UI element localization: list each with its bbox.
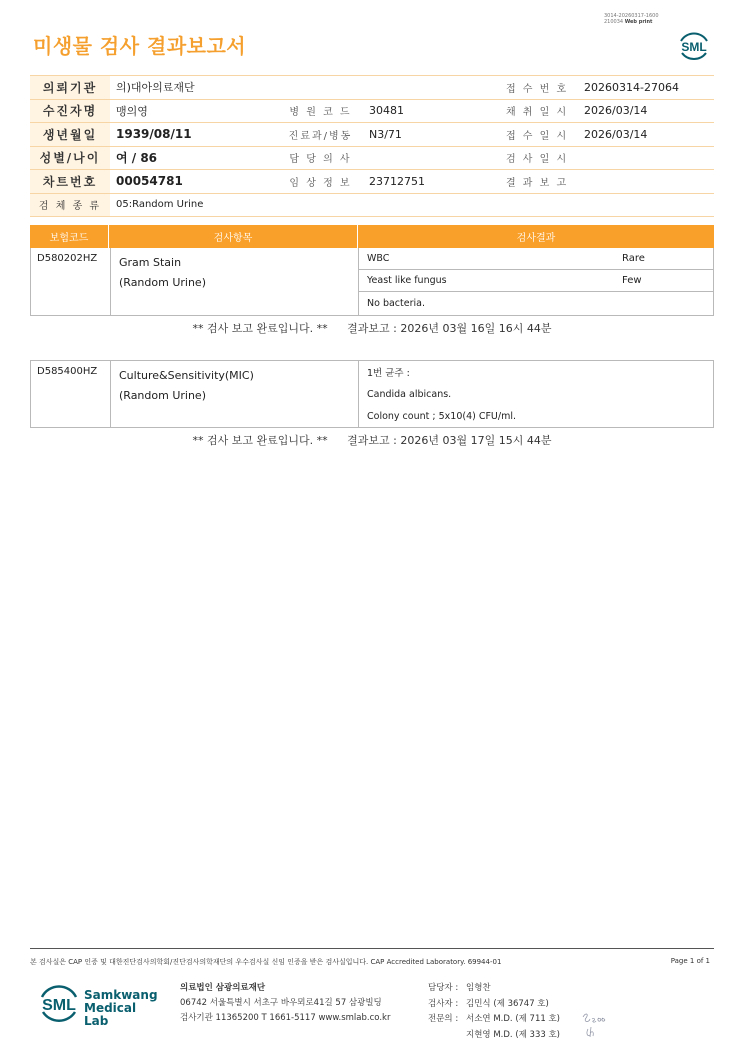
test-item-specimen: (Random Urine)	[119, 389, 206, 402]
value-requester: 의)대아의료재단	[110, 76, 496, 100]
header-test-result: 검사결과	[516, 233, 556, 244]
footer-logo	[34, 982, 158, 1028]
info-row	[30, 123, 714, 147]
page-title: 미생물 검사 결과보고서	[33, 34, 247, 58]
print-id	[604, 13, 659, 25]
header-test-item: 검사항목	[109, 225, 358, 248]
test-item	[111, 361, 359, 427]
value-birth-date: 1939/08/11	[110, 123, 278, 147]
result-label: Yeast like fungus	[367, 275, 447, 286]
report-timestamp: 결과보고 : 2026년 03월 16일 16시 44분	[347, 322, 552, 335]
patient-info-table	[30, 75, 714, 217]
svg-text:SML: SML	[42, 997, 76, 1014]
print-id-line1: 3014-20260317-1600	[604, 13, 659, 19]
info-row	[30, 193, 714, 217]
value-collection-date: 2026/03/14	[578, 99, 714, 123]
value-receipt-date: 2026/03/14	[578, 123, 714, 147]
label-accession-number: 접 수 번 호	[496, 76, 578, 100]
label-physician: 담 당 의 사	[278, 146, 363, 170]
header-insurance-code: 보험코드	[30, 225, 109, 248]
label-test-date: 검 사 일 시	[496, 146, 578, 170]
value-accession-number: 20260314-27064	[578, 76, 714, 100]
insurance-code: D580202HZ	[31, 248, 111, 315]
label-clinical-info: 임 상 정 보	[278, 170, 363, 194]
svg-text:SML: SML	[681, 40, 707, 54]
report-complete-text: ** 검사 보고 완료입니다. **	[192, 434, 328, 447]
brand-name: Samkwang Medical Lab	[84, 988, 158, 1028]
result-row	[359, 292, 713, 314]
result-label: Colony count ; 5x10(4) CFU/ml.	[367, 410, 516, 422]
result-row	[359, 248, 713, 270]
value-sex-age: 여 / 86	[110, 146, 278, 170]
staff-list	[428, 981, 560, 1043]
label-patient-name: 수진자명	[30, 99, 110, 123]
label-requester: 의뢰기관	[30, 76, 110, 100]
insurance-code: D585400HZ	[31, 361, 111, 427]
test-item-name: Gram Stain	[119, 256, 182, 269]
label-birth-date: 생년월일	[30, 123, 110, 147]
page-number: Page 1 of 1	[670, 957, 710, 965]
results-header	[30, 225, 714, 248]
value-clinical-info: 23712751	[363, 170, 496, 194]
organization-name: 의료법인 삼광의료재단	[180, 983, 266, 993]
result-row	[359, 383, 713, 405]
value-specimen-type: 05:Random Urine	[110, 193, 714, 217]
certification-text: 본 검사실은 CAP 인증 및 대한진단검사의학회/진단검사의학재단의 우수검사실 신임 인증을 받은 검사실입니다. CAP Accredited Laboratory. 69944-01	[30, 958, 502, 966]
staff-row: 담당자 : 임형찬	[428, 983, 491, 993]
label-specimen-type: 검 체 종 류	[30, 193, 110, 217]
staff-row: 검사자 : 김민식 (제 36747 호)	[428, 998, 549, 1009]
label-department-ward: 진료과/병동	[278, 123, 363, 147]
result-label: WBC	[367, 253, 390, 264]
test-results	[359, 248, 713, 315]
label-sex-age: 성별/나이	[30, 146, 110, 170]
value-result-report	[578, 170, 714, 194]
result-value: Few	[622, 275, 642, 286]
label-chart-number: 차트번호	[30, 170, 110, 194]
report-status-1	[30, 320, 714, 336]
info-row	[30, 99, 714, 123]
staff-row: 지현영 M.D. (제 333 호)	[466, 1029, 561, 1040]
test-item-name: Culture&Sensitivity(MIC)	[119, 369, 254, 382]
info-row	[30, 76, 714, 100]
report-timestamp: 결과보고 : 2026년 03월 17일 15시 44분	[347, 434, 552, 447]
report-status-2	[30, 432, 714, 448]
sml-logo-icon	[676, 28, 712, 64]
result-label: No bacteria.	[367, 297, 425, 309]
result-label: 1번 균주 :	[367, 368, 410, 379]
result-row	[359, 270, 713, 292]
label-hospital-code: 병 원 코 드	[278, 99, 363, 123]
value-physician	[363, 146, 496, 170]
info-row	[30, 170, 714, 194]
footer-divider	[30, 948, 714, 949]
sml-logo-icon	[36, 982, 82, 1024]
organization-contact: 검사기관 11365200 T 1661-5117 www.smlab.co.kr	[180, 1013, 391, 1023]
test-item	[111, 248, 359, 315]
result-block-gram-stain	[30, 248, 714, 316]
value-department-ward: N3/71	[363, 123, 496, 147]
organization-address: 06742 서울특별시 서초구 바우뫼로41길 57 삼광빌딩	[180, 998, 382, 1008]
result-block-culture	[30, 360, 714, 428]
result-row	[359, 361, 713, 383]
staff-row: 전문의 : 서소연 M.D. (제 711 호)	[428, 1014, 561, 1024]
result-label: Candida albicans.	[367, 388, 452, 400]
result-row	[359, 405, 713, 427]
label-result-report: 결 과 보 고	[496, 170, 578, 194]
report-complete-text: ** 검사 보고 완료입니다. **	[192, 322, 328, 335]
print-id-line2: 210034 Web print	[604, 19, 653, 25]
value-patient-name: 맹의영	[110, 99, 278, 123]
signature-icon	[580, 1009, 612, 1041]
organization-info	[180, 981, 390, 1026]
value-test-date	[578, 146, 714, 170]
result-value: Rare	[622, 253, 645, 264]
value-chart-number: 00054781	[110, 170, 278, 194]
test-item-specimen: (Random Urine)	[119, 276, 206, 289]
value-hospital-code: 30481	[363, 99, 496, 123]
test-results	[359, 361, 713, 427]
label-collection-date: 채 취 일 시	[496, 99, 578, 123]
label-receipt-date: 접 수 일 시	[496, 123, 578, 147]
info-row	[30, 146, 714, 170]
